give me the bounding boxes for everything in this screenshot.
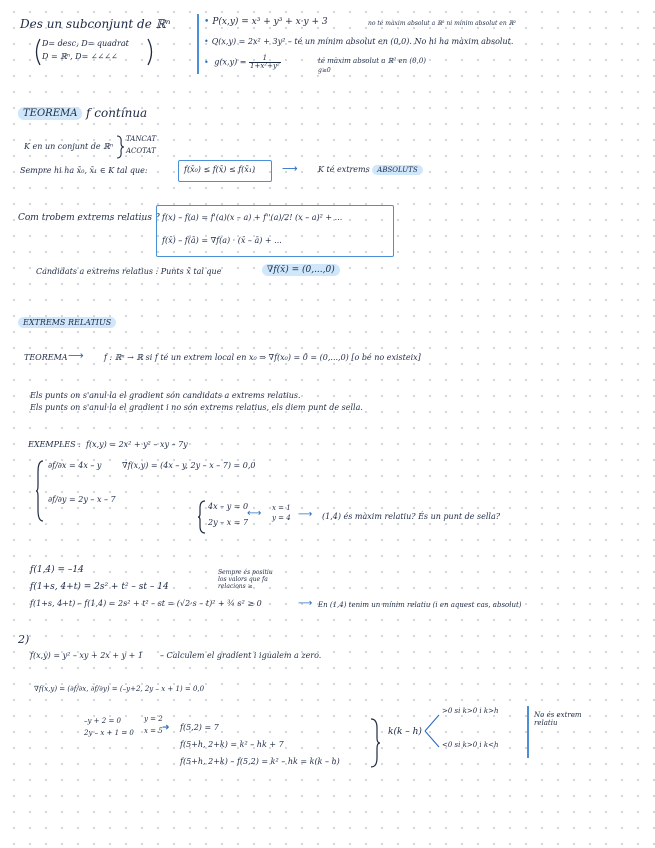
- extrems-badge: EXTREMS RELATIUS: [18, 319, 116, 328]
- teorema2-text: f : ℝⁿ → ℝ si f té un extrem local en x₀ ⇒ ∇f(x₀) = 0̄ = (0,...,0) [o bé no existeix]: [104, 353, 421, 362]
- arrow-icon-4: ⟶: [298, 598, 313, 609]
- k-set-text: K en un conjunt de ℝⁿ: [24, 142, 114, 151]
- tiny-note-1: Sempre és positiu: [218, 569, 273, 576]
- teorema2-label: TEOREMA: [24, 353, 68, 362]
- teorema-badge: TEOREMA: [18, 108, 82, 119]
- ex2-sys-1: –y + 2 = 0: [84, 717, 121, 725]
- tiny-note-3: relacions ≥: [218, 583, 253, 590]
- arrow-icon: ⟶: [282, 162, 298, 175]
- tiny-note-2: los valors que fa: [218, 576, 268, 583]
- ex2-sol-x: x = 5: [144, 727, 163, 735]
- arrow-icon-5: ➜: [162, 723, 170, 733]
- ex2-r3: f(5+h, 2+k) – f(5,2) = k² – hk = k(k – h): [180, 757, 340, 766]
- system-eq-1: 4x – y = 0: [208, 502, 249, 511]
- branch-arrows: [424, 712, 442, 750]
- g-function: • g(x,y) = $\frac{1}{\text{1+x²+y²}}$: [204, 55, 281, 70]
- solution-x: x = 1: [272, 504, 291, 512]
- exercise-number: 2): [18, 633, 30, 646]
- ex2-r2: f(5+h, 2+k) = k² – hk + 7: [180, 740, 284, 749]
- double-arrow-icon: ⟷: [247, 508, 262, 519]
- exemple-question: (1,4) és màxim relatiu? És un punt de sella?: [322, 512, 501, 521]
- taylor-line-1: f(x) – f(a) = f'(a)(x – a) + f''(a)/2! (x – a)² + ...: [162, 213, 343, 222]
- question-relatius: Com trobem extrems relatius ?: [18, 213, 160, 223]
- candidats-text: Candidats a extrems relatius : Punts x̄ tal que: [36, 267, 222, 276]
- domain-example-1: D= desc, D= quadrat: [42, 39, 129, 48]
- right-paren-brace: [146, 38, 156, 66]
- dfdx: ∂f/∂x = 4x – y: [48, 461, 102, 470]
- exemple-function: f(x,y) = 2x² + y² – xy – 7y: [86, 440, 188, 449]
- inequality-text: f(x̄₀) ≤ f(x̄) ≤ f(x̄₁): [184, 165, 256, 174]
- ex2-positive-case: >0 si k>0 i k>h: [442, 707, 499, 715]
- ex2-sol-y: y = 2: [144, 715, 163, 723]
- tancat-label: TANCAT: [126, 135, 157, 143]
- intro-text: Des un subconjunt de ℝⁿ: [20, 17, 171, 31]
- f-value: f(1,4) = –14: [30, 565, 84, 575]
- g-note: té màxim absolut a ℝ² en (0,0): [318, 57, 427, 65]
- header-divider: [197, 14, 199, 74]
- teorema-title: f contínua: [86, 106, 148, 120]
- gradient-exemple: ∇f(x,y) = (4x – y, 2y – x – 7) = 0,0: [122, 461, 256, 470]
- absoluts-highlight: ABSOLUTS: [372, 165, 422, 175]
- ex2-negative-case: <0 si k>0 i k<h: [442, 741, 499, 749]
- p-function: • P(x,y) = x³ + y³ + x·y + 3: [204, 18, 328, 28]
- arrow-icon-3: ⟶: [298, 509, 313, 520]
- f-expansion: f(1+s, 4+t) = 2s² + t² – st – 14: [30, 582, 169, 592]
- ex2-divider: [527, 706, 529, 758]
- ex2-gradient: ∇f(x,y) = (∂f/∂x, ∂f/∂y) = (–y+2, 2y – x + 1) = 0,0: [34, 685, 205, 693]
- system-eq-2: 2y – x = 7: [208, 518, 249, 527]
- ex2-sys-2: 2y – x + 1 = 0: [84, 729, 134, 737]
- ex2-function: f(x,y) = y² – xy + 2x + y + 1: [30, 651, 143, 660]
- g-denominator: 1+x²+y²: [250, 62, 280, 70]
- g-numerator: 1: [249, 55, 281, 63]
- note-2: Els punts on s'anul·la el gradient i no són extrems relatius, els diem punt de sella.: [30, 403, 363, 412]
- note-1: Els punts on s'anul·la el gradient són candidats a extrems relatius.: [30, 391, 301, 400]
- ex2-right-brace: [370, 718, 380, 768]
- ex2-kk: k(k – h): [388, 727, 422, 737]
- ex2-r1: f(5,2) = 7: [180, 723, 219, 732]
- q-function: • Q(x,y) = 2x² + 3y² – té un mínim absolut en (0,0). No hi ha màxim absolut.: [204, 38, 513, 47]
- ex2-calc: – Calculem el gradient i igualem a zero.: [160, 651, 322, 660]
- ex2-no-extrem: No és extrem relatiu: [534, 711, 582, 727]
- exemples-label: EXEMPLES :: [28, 440, 81, 449]
- sempre-text: Sempre hi ha x̄₀, x̄₁ ∈ K tal que:: [20, 166, 148, 175]
- taylor-line-2: f(x̄) – f(ā) = ∇f(a) · (x̄ – ā) + ...: [162, 236, 282, 245]
- system-brace: [198, 500, 206, 534]
- solution-y: y = 4: [272, 514, 291, 522]
- left-paren-brace: [32, 38, 42, 66]
- dfdy: ∂f/∂y = 2y – x – 7: [48, 495, 116, 504]
- grad-zero: ∇f(x̄) = (0,...,0): [262, 266, 340, 276]
- curly-brace: [116, 135, 124, 159]
- minimum-conclusion: En (1,4) tenim un mínim relatiu (i en aquest cas, absolut): [318, 601, 522, 609]
- te-extrems-text: K té extrems ABSOLUTS: [318, 166, 423, 175]
- arrow-icon-2: ⟶: [68, 349, 84, 362]
- p-note: no té màxim absolut a ℝ² ni mínim absolut en ℝ²: [368, 20, 517, 27]
- partials-brace: [36, 460, 44, 522]
- g-subnote: g≥0: [318, 67, 331, 74]
- acotat-label: ACOTAT: [126, 147, 156, 155]
- f-difference: f(1+s, 4+t) – f(1,4) = 2s² + t² – st = (√2·s – t)² + ¾ s² ≥ 0: [30, 599, 262, 608]
- domain-example-2: D = ℝⁿ, D= ∠∠∠∠: [42, 52, 118, 61]
